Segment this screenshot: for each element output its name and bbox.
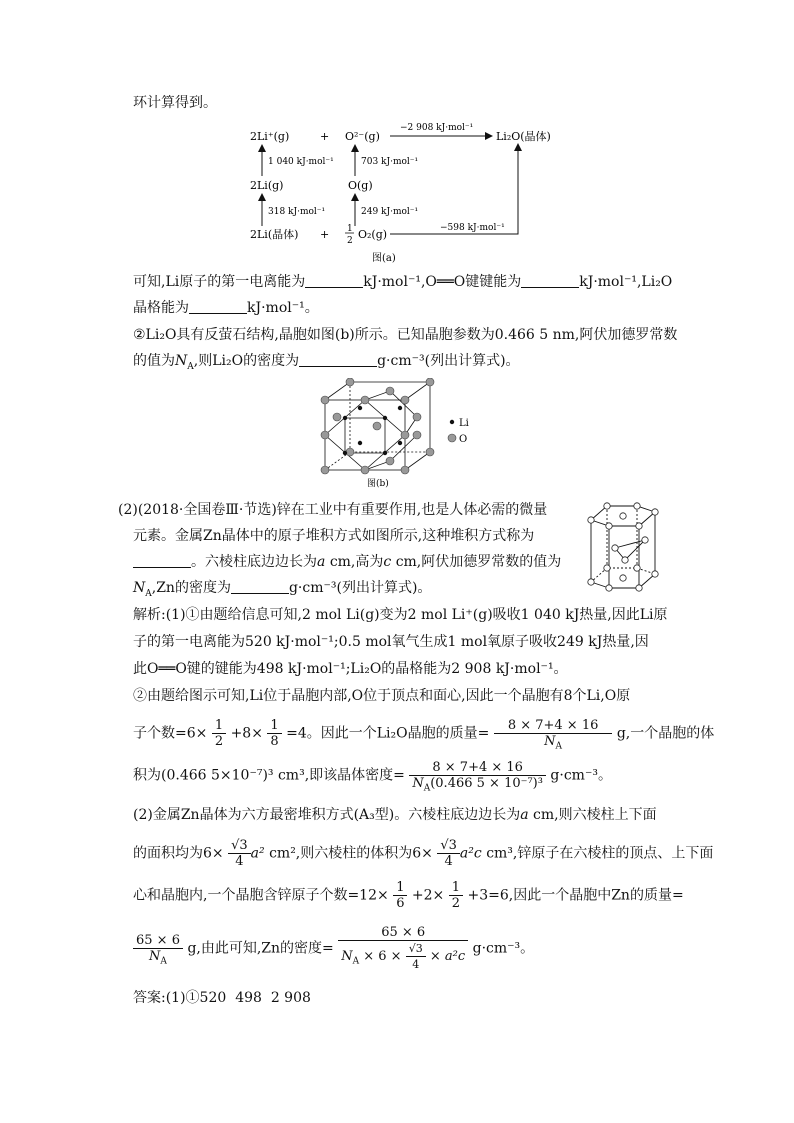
fraction-one-half: $\frac{1}{2}$ [212,718,226,749]
formation-enthalpy-label: −598 kJ·mol⁻¹ [440,223,505,233]
sol-p6-text-a: 积为(0.466 5×10⁻⁷)³ cm³,即该晶体密度= [133,767,405,784]
plus-top: + [320,130,330,143]
plus-bottom: + [320,228,330,241]
legend-li: Li [459,418,469,429]
intro-text: 环计算得到。 [133,95,217,111]
var-a-2: a [520,807,529,823]
figure-b-unit-cell [315,378,490,490]
sol-p9 [133,880,684,911]
o-affinity-label: 703 kJ·mol⁻¹ [361,157,419,167]
q1-line1 [133,272,672,292]
q2-line2: 元素。金属Zn晶体中的原子堆积方式如图所示,这种堆积方式称为 [133,528,535,544]
q1-text-d: 晶格能为 [133,300,189,316]
sol-p6 [133,760,612,794]
fraction-one-half-b: $\frac{1}{2}$ [449,880,463,911]
sol-p5-text-d: g,一个晶胞的体 [616,725,715,742]
answer-lattice-energy: 2 908 [270,990,311,1006]
avogadro-subscript: A [187,361,194,372]
o-gas-label: O(g) [348,179,373,192]
half-denominator: 2 [347,236,353,246]
sol-p9-text-c: +3=6,因此一个晶胞中Zn的质量= [467,887,684,904]
fraction-zn-mass: $\frac{65 \times 6}{N_A}$ [133,933,183,964]
figure-a-caption: 图(a) [372,253,396,264]
sol-p5 [133,718,715,752]
sol-p7-text-a: (2)金属Zn晶体为六方最密堆积方式(A₃型)。六棱柱底边边长为 [133,807,521,823]
q2-line3 [133,552,561,572]
avogadro-subscript-2: A [145,588,152,599]
fraction-one-sixth: $\frac{1}{6}$ [393,880,407,911]
half-numerator: 1 [347,224,353,234]
sol-p7 [133,805,657,825]
sol-p5-text-c: =4。因此一个Li₂O晶胞的质量= [286,725,490,742]
o2-label: O₂(g) [358,228,388,241]
sol-p8-text-b: cm²,则六棱柱的体积为6× [269,845,433,862]
var-a: a [317,554,326,570]
sol-p8-text-c: cm³,锌原子在六棱柱的顶点、上下面 [486,845,714,862]
q1-text-b: kJ·mol⁻¹,O══O键键能为 [363,274,522,290]
sol-p9-text-a: 心和晶胞内,一个晶胞含锌原子个数=12× [133,887,389,904]
q2-text-e: g·cm⁻³(列出计算式)。 [288,580,432,596]
sol-p9-text-b: +2× [411,887,445,904]
sol-p10 [133,925,534,972]
sol-p8 [133,838,713,869]
q2-text-c: cm,阿伏加德罗常数的值为 [395,554,562,570]
li-solid-label: 2Li(晶体) [250,228,299,241]
sol-p3: 此O══O键的键能为498 kJ·mol⁻¹;Li₂O的晶格能为2 908 kJ·mol⁻¹。 [133,661,568,677]
lattice-enthalpy-label: −2 908 kJ·mol⁻¹ [400,123,474,133]
q1-text-g: ,则Li₂O的密度为 [193,353,300,369]
blank-lattice-energy[interactable] [189,299,247,314]
blank-density[interactable] [299,352,377,367]
q1-line3: ②Li₂O具有反萤石结构,晶胞如图(b)所示。已知晶胞参数为0.466 5 nm,阿伏加德罗常数 [133,327,678,343]
q1-text-c: kJ·mol⁻¹,Li₂O [579,274,673,290]
sol-p5-text-a: 子个数=6× [133,725,208,742]
fraction-sqrt3-over-4-b: $\frac{√3}{4}$ [437,838,460,869]
avogadro-symbol-2: N [133,580,146,596]
blank-zn-density[interactable] [231,579,289,594]
fraction-sqrt3-over-4: $\frac{√3}{4}$ [228,838,251,869]
answer-label: 答案:(1)①520 [133,990,227,1006]
blank-packing-type[interactable] [133,553,191,568]
li-ion-label: 2Li⁺(g) [250,130,290,143]
sol-p2: 子的第一电离能为520 kJ·mol⁻¹;0.5 mol氧气生成1 mol氧原子吸收249 kJ热量,因 [133,634,649,650]
q2-text-a: 。六棱柱底边边长为 [191,554,317,570]
var-a2c: a²c [459,845,482,862]
q2-line1: (2)(2018·全国卷Ⅲ·节选)锌在工业中有重要作用,也是人体必需的微量 [118,502,548,518]
q1-line2 [133,298,319,318]
li-ionization-label: 1 040 kJ·mol⁻¹ [268,157,334,167]
fraction-one-eighth: $\frac{1}{8}$ [267,718,281,749]
fraction-cell-mass: $\frac{8 \times 7+4 \times 16}{N_A}$ [494,718,613,749]
answer-line [133,988,311,1008]
figure-a-born-haber-cycle [240,118,570,268]
var-c: c [383,554,392,570]
sol-p4: ②由题给图示可知,Li位于晶胞内部,O位于顶点和面心,因此一个晶胞有8个Li,O原 [133,688,631,704]
sol-p7-text-b: cm,则六棱柱上下面 [533,807,657,823]
avogadro-symbol: N [175,353,188,369]
legend-o: O [459,434,468,445]
figure-b-caption: 图(b) [367,479,389,489]
blank-ionization-energy[interactable] [305,273,363,288]
sol-p1: 解析:(1)①由题给信息可知,2 mol Li(g)变为2 mol Li⁺(g)吸收1 040 kJ热量,因此Li原 [133,607,668,623]
o-bond-label: 249 kJ·mol⁻¹ [361,207,419,217]
sol-p10-text-a: g,由此可知,Zn的密度= [187,940,334,957]
q2-line4 [133,578,431,598]
q2-text-d: ,Zn的密度为 [151,580,231,596]
li-gas-label: 2Li(g) [250,179,284,192]
answer-bond-energy: 498 [235,990,262,1006]
var-a-squared: a² [250,845,265,862]
fraction-zn-density: 65 × 6 $N_A \times 6$ × $\frac{√3}{4}$ × a²c [338,925,468,972]
q2-text-b: cm,高为 [329,554,384,570]
figure-hcp-prism [585,498,685,596]
fraction-li2o-density: $\frac{8 \times 7+4 \times 16}{N_A(0.466 5 \times 10^{-7})^3}$ [409,760,546,791]
q1-text-a: 可知,Li原子的第一电离能为 [133,274,306,290]
q1-text-h: g·cm⁻³(列出计算式)。 [377,353,520,369]
q1-text-f: 的值为 [133,353,175,369]
blank-bond-energy[interactable] [521,273,579,288]
sol-p10-text-b: g·cm⁻³。 [472,940,535,957]
o-ion-label: O²⁻(g) [345,130,380,143]
li-sublimation-label: 318 kJ·mol⁻¹ [268,207,326,217]
sol-p8-text-a: 的面积均为6× [133,845,224,862]
sol-p5-text-b: +8× [230,725,263,742]
q1-text-e: kJ·mol⁻¹。 [247,300,319,316]
li2o-label: Li₂O(晶体) [496,130,551,143]
sol-p6-text-b: g·cm⁻³。 [550,767,612,784]
q1-line4 [133,351,520,371]
